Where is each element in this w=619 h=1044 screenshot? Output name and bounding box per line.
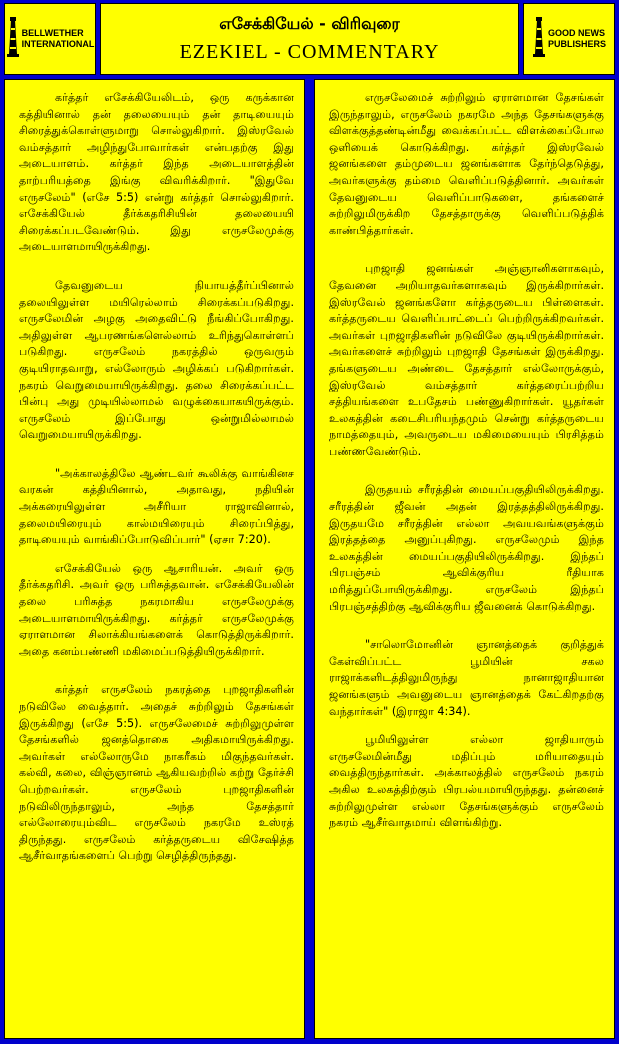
paragraph: கர்த்தர் எருசலேம் நகரத்தை புறஜாதிகளின் நடுவிலே வைத்தார். அதைச் சுற்றிலும் தேசங்கள் இருக்கிறது (எசே 5:5). எருசலேமைச் சுற்றிலுமுள்ள தேசங்களில் ஜனத்தொகை அதிகமாயிருக்கிறது. அவர்கள் எல்லோருமே நாகரீகம் மிகுந்தவர்கள். கல்வி, கலை, விஞ்ஞானம் ஆகியவற்றில் கற்று தேர்ச்சி பெற்றவர்கள். எருசலேம் புறஜாதிகளின் நடுவிலிருந்தாலும், அந்த தேசத்தார் எல்லோரையும்விட எருசலேம் நகரமே உஸ்ரத் திருந்தது. எருசலேம் கர்த்தருடைய விசேஷித்த ஆசீர்வாதங்களைப் பெற்று செழித்திருந்தது. xyxy=(19,683,294,863)
lighthouse-icon xyxy=(532,16,546,62)
page-title-tamil: எசேக்கியேல் - விரிவுரை xyxy=(219,14,400,33)
logo-line-1: GOOD NEWS xyxy=(547,28,605,38)
left-column xyxy=(4,79,305,1039)
quote-paragraph: "அக்காலத்திலே ஆண்டவர் கூலிக்கு வாங்கினச வரகன் கத்தியினால், அதாவது, நதியின் அக்கரையிலுள்ள அசீரியா ராஜாவினால், தலைமயிரையும் கால்மயிரையும் சிரைப்பித்து, தாடியையும் வாங்கிப்போடுவிப்பார்" (ஏசா 7:20). xyxy=(19,466,294,547)
paragraph: கர்த்தர் எசேக்கியேலிடம், ஒரு கருக்கான கத்தியினால் தன் தலையையும் தன் தாடியையும் சிரைத்துக்கொள்ளுமாறு சொல்லுகிறார். இஸ்ரவேல் வம்சத்தார் அழிந்துபோவார்கள் என்பதற்கு இது அடையாளம். கர்த்தர் இந்த அடையாளத்தின் தாற்பரியத்தை இங்கு விவரிக்கிறார். "இதுவே எருசலேம்" (எசே 5:5) என்று கர்த்தர் சொல்லுகிறார். எசேக்கியேல் தீர்க்கதரிசியின் தலையையி சிரைக்கப்படவேண்டும். இது எருசலேமுக்கு அடையாளமாயிருக்கிறது. xyxy=(19,91,294,254)
right-column xyxy=(314,79,615,1039)
bellwether-logo xyxy=(4,3,96,75)
paragraph: எசேக்கியேல் ஒரு ஆசாரியன். அவர் ஒரு தீர்க்கதரிசி. அவர் ஒரு பரிசுத்தவான். எசேக்கியேலின் தலை பரிசுத்த நகரமாகிய எருசலேமுக்கு அடையாளமாயிருக்கிறது. கர்த்தர் எருசலேமுக்கு ஏராளமான சிலாக்கியங்களைக் கொடுத்திருக்கிறார். அதை கனம்பண்ணி மகிமைப்படுத்தியிருக்கிறார். xyxy=(19,561,294,658)
paragraph: இருதயம் சரீரத்தின் மையப்பகுதியிலிருக்கிறது. சரீரத்தின் ஜீவன் அதன் இரத்தத்திலிருக்கிறது. இருதயமே சரீரத்தின் எல்லா அவயவங்களுக்கும் இரத்தத்தை அனுப்புகிறது. எருசலேமும் இந்த உலகத்தின் மையப்பகுதியிலிருக்கிறது. இந்தப் பிரபஞ்சம் ஆவிக்குரிய ரீதியாக மரித்துப்போயிருக்கிறது. எருசலேம் இந்தப் பிரபஞ்சத்திற்கு ஆவிக்குரிய ஜீவனைக் கொடுக்கிறது. xyxy=(329,483,604,613)
page-title-english: EZEKIEL - COMMENTARY xyxy=(179,41,440,63)
page-header xyxy=(4,3,615,75)
paragraph: தேவனுடைய நியாயத்தீர்ப்பினால் தலையிலுள்ள மயிரெல்லாம் சிரைக்கப்படுகிறது. எருசலேமின் அழகு அதைவிட்டு நீங்கிப்போகிறது. அதிலுள்ள ஆபரணங்களெல்லாம் உரிந்துகொள்ளப் படுகிறது. எருசலேம் நகரத்தில் ஒருவரும் குடியிராதவாறு, எல்லோரும் அழிக்கப் படுகிறார்கள். நகரம் வெறுமையாயிருக்கிறது. தலை சிரைக்கப்பட்ட பின்பு அது முடியில்லாமல் வழுக்கையாகயிருக்கும். எருசலேம் இப்போது ஒன்றுமில்லாமல் வெறுமையாயிருக்கிறது. xyxy=(19,278,294,442)
logo-line-2: PUBLISHERS xyxy=(547,39,606,49)
logo-line-1: BELLWETHER xyxy=(21,28,84,38)
paragraph: எருசலேமைச் சுற்றிலும் ஏராளமான தேசங்கள் இருந்தாலும், எருசலேம் நகரமே அந்த தேசங்களுக்கு விளக்குத்தண்டின்மீது வைக்கப்பட்ட விளக்கைப்போல ஒளியைக் கொடுக்கிறது. கர்த்தர் இஸ்ரவேல் ஜனங்களை தம்முடைய ஜனங்களாக தேர்ந்தெடுத்து, அவர்களுக்கு தம்மை வெளிப்படுத்தினார். அவர்கள் தேவனுடைய வெளிப்பாடுகளை, தங்களைச் சுற்றிலுமிருக்கிற தேசத்தாருக்கு வெளிப்படுத்திக் காண்பித்தார்கள். xyxy=(329,91,604,237)
quote-paragraph: "சாலொமோனின் ஞானத்தைக் குறித்துக் கேள்விப்பட்ட பூமியின் சகல ராஜாக்களிடத்திலுமிருந்து நானாஜாதியான ஜனங்களும் அவனுடைய ஞானத்தைக் கேட்கிறதற்கு வந்தார்கள்" (இராஜா 4:34). xyxy=(329,638,604,718)
good-news-logo xyxy=(523,3,615,75)
paragraph: புறஜாதி ஜனங்கள் அஞ்ஞானிகளாகவும், தேவனை அறியாதவர்களாகவும் இருக்கிறார்கள். இஸ்ரவேல் ஜனங்களோ கர்த்தருடைய பிள்ளைகள். கர்த்தருடைய வெளிப்பாட்டைப் பெற்றிருக்கிறவர்கள். அவர்கள் புறஜாதிகளின் நடுவிலே குடியிருக்கிறார்கள். அவர்களைச் சுற்றிலும் புறஜாதி தேசங்கள் இருக்கிறது. தங்களுடைய அண்டை தேசத்தார் எல்லோருக்கும், இஸ்ரவேல் வம்சத்தார் கர்த்தரைப்பற்றிய சத்தியங்களை உபதேசம் பண்ணுகிறார்கள். யூதர்கள் உலகத்தின் கடைசிபரியந்தமும் சென்று கர்த்தருடைய நாமத்தையும், அவருடைய மகிமையையும் பிரசித்தம் பண்ணவேண்டும். xyxy=(329,262,604,458)
logo-line-2: INTERNATIONAL xyxy=(21,39,95,49)
paragraph: பூமியிலுள்ள எல்லா ஜாதியாரும் எருசலேமின்மீது மதிப்பும் மரியாதையும் வைத்திருந்தார்கள். அக்காலத்தில் எருசலேம் நகரம் அகில உலகத்திற்கும் பிரபல்யமாயிருந்தது. தன்னைச் சுற்றிலுமுள்ள எல்லா தேசங்களுக்கும் எருசலேம் நகரம் ஆசீர்வாதமாய் விளங்கிற்று. xyxy=(329,733,604,830)
title-box xyxy=(100,3,519,75)
lighthouse-icon xyxy=(6,16,20,62)
